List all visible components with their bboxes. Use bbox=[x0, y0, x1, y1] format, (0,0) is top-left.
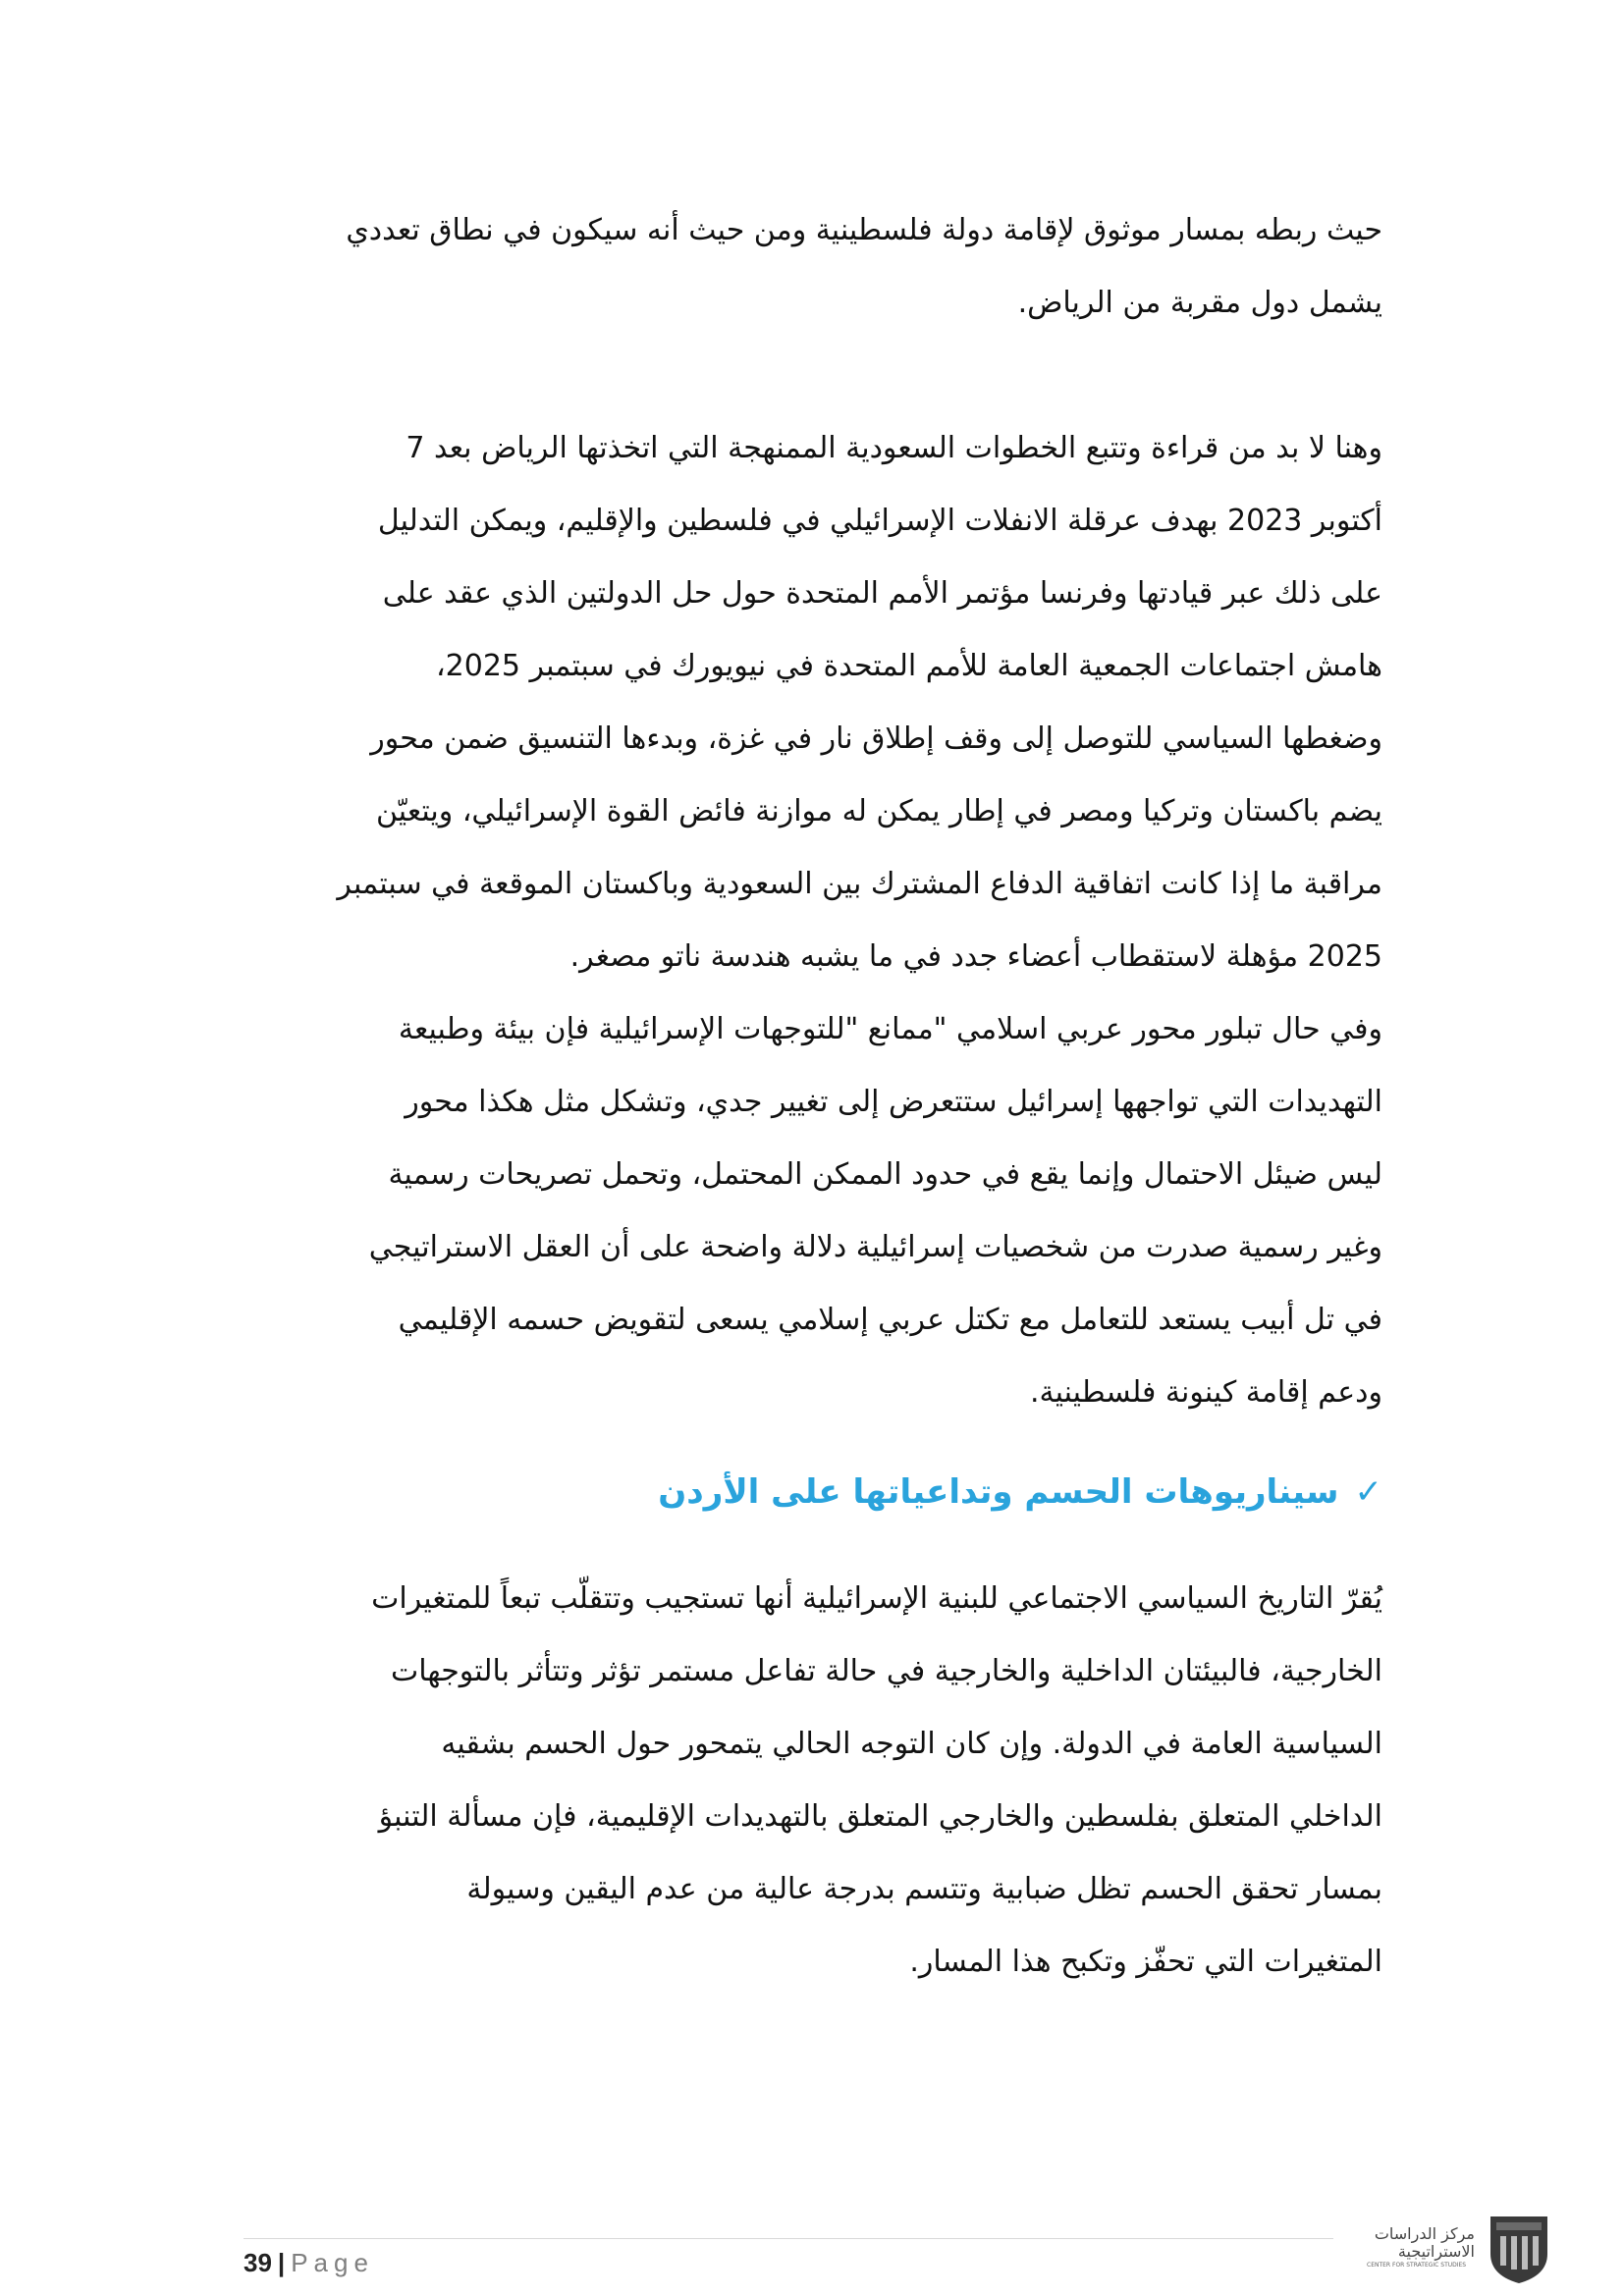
paragraph-3 bbox=[244, 1563, 1382, 1999]
paragraph-line: يُقرّ التاريخ السياسي الاجتماعي للبنية الإسرائيلية أنها تستجيب وتتقلّب تبعاً للمتغيرات bbox=[371, 1581, 1382, 1616]
paragraph-line: وهنا لا بد من قراءة وتتبع الخطوات السعودية الممنهجة التي اتخذتها الرياض بعد 7 bbox=[406, 431, 1382, 465]
paragraph-line: مراقبة ما إذا كانت اتفاقية الدفاع المشترك بين السعودية وباكستان الموقعة في سبتمبر bbox=[337, 867, 1382, 901]
paragraph-2 bbox=[244, 412, 1382, 1429]
paragraph-line: وغير رسمية صدرت من شخصيات إسرائيلية دلالة واضحة على أن العقل الاستراتيجي bbox=[368, 1230, 1382, 1264]
shield-logo-icon bbox=[1485, 2211, 1553, 2285]
page-word: Page bbox=[291, 2248, 374, 2277]
paragraph-line: في تل أبيب يستعد للتعامل مع تكتل عربي إسلامي يسعى لتقويض حسمه الإقليمي bbox=[398, 1303, 1382, 1337]
paragraph-line: ليس ضيئل الاحتمال وإنما يقع في حدود الممكن المحتمل، وتحمل تصريحات رسمية bbox=[388, 1157, 1382, 1192]
page-number-value: 39 bbox=[244, 2248, 272, 2277]
paragraph-line: وضغطها السياسي للتوصل إلى وقف إطلاق نار في غزة، وبدءها التنسيق ضمن محور bbox=[370, 721, 1382, 756]
center-logo bbox=[1367, 2209, 1563, 2287]
checkmark-icon: ✓ bbox=[1354, 1472, 1382, 1512]
footer-divider bbox=[244, 2238, 1333, 2239]
paragraph-line: وفي حال تبلور محور عربي اسلامي "ممانع "للتوجهات الإسرائيلية فإن بيئة وطبيعة bbox=[398, 1012, 1382, 1046]
paragraph-line: السياسية العامة في الدولة. وإن كان التوجه الحالي يتمحور حول الحسم بشقيه bbox=[441, 1727, 1382, 1761]
logo-line-1: مركز الدراسات bbox=[1374, 2224, 1475, 2243]
paragraph-line: على ذلك عبر قيادتها وفرنسا مؤتمر الأمم المتحدة حول حل الدولتين الذي عقد على bbox=[382, 576, 1382, 611]
logo-text bbox=[1367, 2225, 1475, 2270]
paragraph-line: حيث ربطه بمسار موثوق لإقامة دولة فلسطينية ومن حيث أنه سيكون في نطاق تعددي bbox=[346, 213, 1382, 247]
paragraph-line: الداخلي المتعلق بفلسطين والخارجي المتعلق بالتهديدات الإقليمية، فإن مسألة التنبؤ bbox=[378, 1799, 1382, 1834]
paragraph-line: 2025 مؤهلة لاستقطاب أعضاء جدد في ما يشبه هندسة ناتو مصغر. bbox=[569, 939, 1382, 974]
paragraph-line: التهديدات التي تواجهها إسرائيل ستتعرض إلى تغيير جدي، وتشكل مثل هكذا محور bbox=[405, 1085, 1382, 1119]
paragraph-line: المتغيرات التي تحفّز وتكبح هذا المسار. bbox=[909, 1945, 1382, 1979]
paragraph-line: هامش اجتماعات الجمعية العامة للأمم المتحدة في نيويورك في سبتمبر 2025، bbox=[435, 649, 1382, 683]
page-number bbox=[244, 2248, 374, 2278]
section-heading-text: سيناريوهات الحسم وتداعياتها على الأردن bbox=[658, 1472, 1339, 1512]
paragraph-line: يشمل دول مقربة من الرياض. bbox=[1017, 286, 1382, 320]
logo-english: CENTER FOR STRATEGIC STUDIES bbox=[1367, 2262, 1467, 2269]
paragraph-line: الخارجية، فالبيئتان الداخلية والخارجية في حالة تفاعل مستمر تؤثر وتتأثر بالتوجهات bbox=[391, 1654, 1382, 1688]
paragraph-line: ودعم إقامة كينونة فلسطينية. bbox=[1029, 1375, 1382, 1410]
paragraph-line: يضم باكستان وتركيا ومصر في إطار يمكن له موازنة فائض القوة الإسرائيلي، ويتعيّن bbox=[375, 794, 1382, 828]
paragraph-1 bbox=[244, 194, 1382, 340]
paragraph-line: أكتوبر 2023 بهدف عرقلة الانفلات الإسرائيلي في فلسطين والإقليم، ويمكن التدليل bbox=[377, 504, 1382, 538]
paragraph-line: بمسار تحقق الحسم تظل ضبابية وتتسم بدرجة عالية من عدم اليقين وسيولة bbox=[466, 1872, 1382, 1906]
section-heading bbox=[244, 1463, 1382, 1522]
page-number-separator: | bbox=[277, 2248, 286, 2277]
logo-line-2: الاستراتيجية bbox=[1397, 2242, 1475, 2261]
